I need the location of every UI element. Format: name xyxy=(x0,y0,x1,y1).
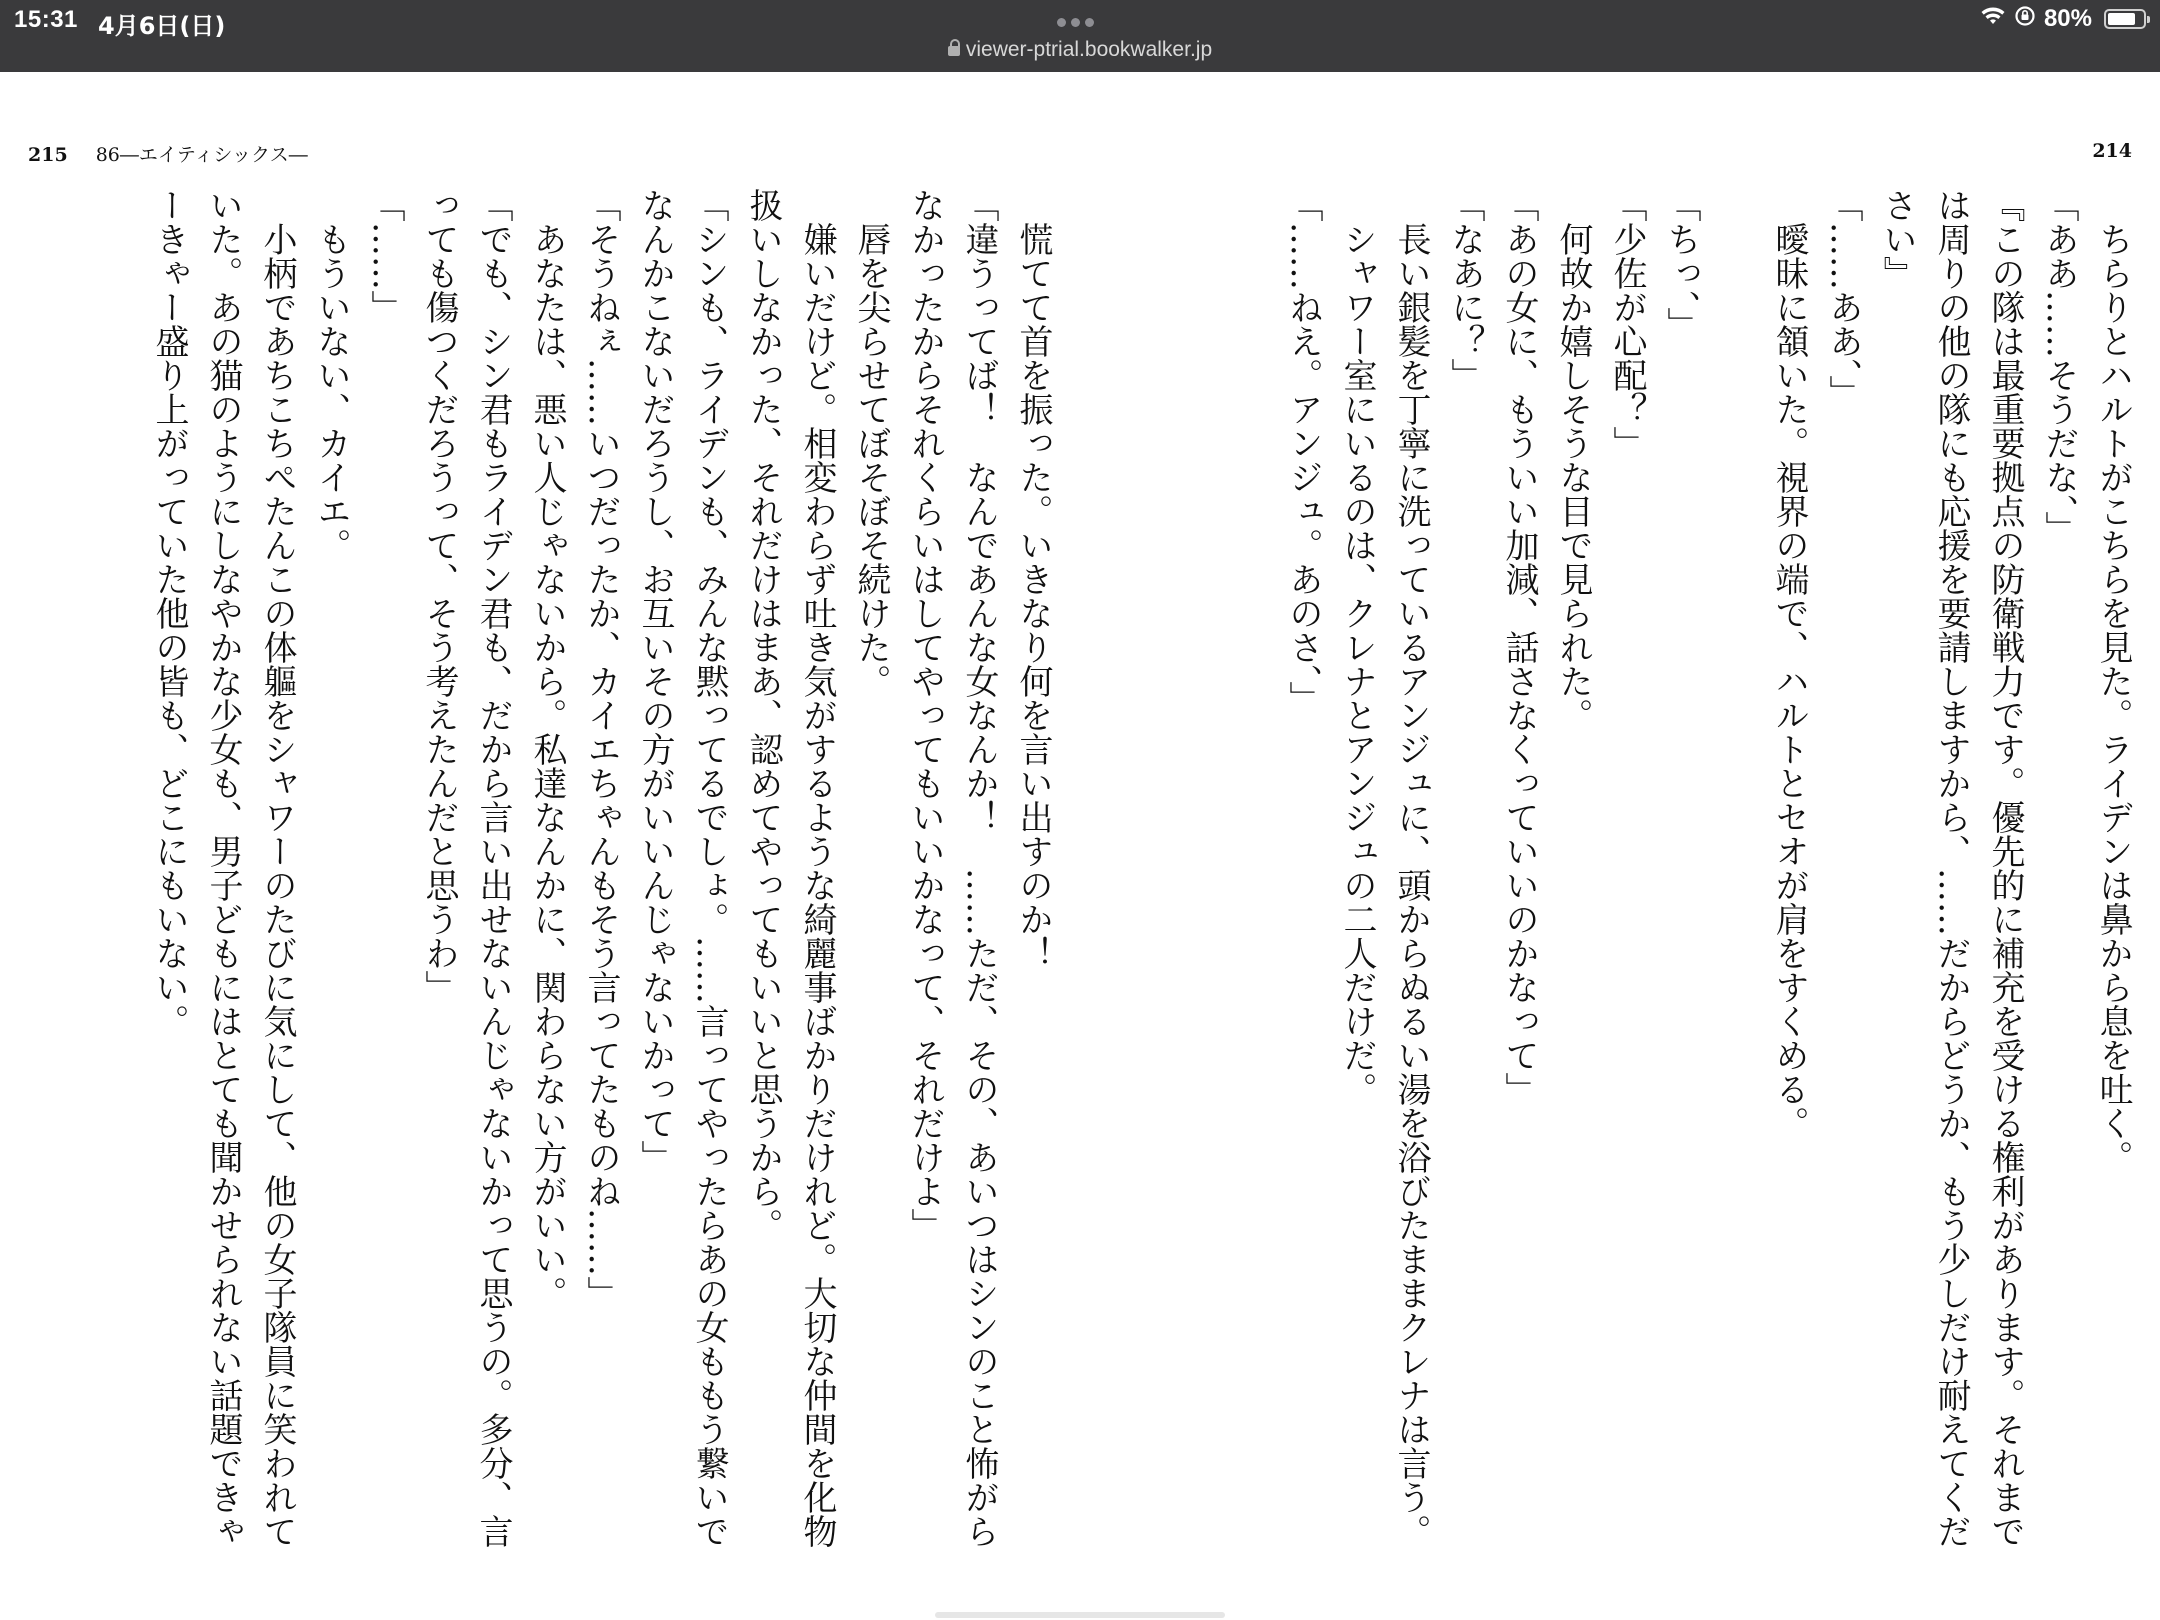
battery-percent: 80% xyxy=(2043,5,2092,32)
narration-line: 嫌いだけど。相変わらず吐き気がするような綺麗事ばかりだけれど。大切な仲間を化物扱いしなかった、それだけはまあ、認めてやってもいいと思うから。 xyxy=(743,188,837,1548)
right-page-number: 214 xyxy=(2092,140,2132,162)
dialogue-line: 「……」 xyxy=(365,188,405,324)
left-page-text xyxy=(60,188,1060,1568)
narration-line: 何故か嬉しそうな目で見られた。 xyxy=(1553,222,1593,732)
blank-line xyxy=(1708,188,1762,1568)
battery-icon xyxy=(2104,9,2146,29)
dialogue-line: 『この隊は最重要拠点の防衛戦力です。優先的に補充を受ける権利があります。それまでは周りの他の隊にも応援を要請しますから、……だからどうか、もう少しだけ耐えてください』 xyxy=(1877,188,2025,1548)
running-title: 86―エイティシックス― xyxy=(95,144,308,166)
narration-line: 長い銀髪を丁寧に洗っているアンジュに、頭からぬるい湯を浴びたままクレナは言う。 xyxy=(1391,222,1431,1548)
narration-line: 唇を尖らせてぼそぼそ続けた。 xyxy=(851,222,891,698)
dialogue-line: 「違うってば！ なんであんな女なんか！ ……ただ、その、あいつはシンのこと怖がらなかったからそれくらいはしてやってもいいかなって、それだけよ」 xyxy=(905,188,999,1548)
dialogue-line: 「あの女に、もういい加減、話さなくっていいのかなって」 xyxy=(1499,188,1539,1106)
multitasking-dots-icon[interactable] xyxy=(1057,14,1103,24)
right-page-header xyxy=(2092,140,2132,162)
narration-line: 慌てて首を振った。いきなり何を言い出すのか！ xyxy=(1013,222,1053,970)
dialogue-line: 「……ねえ。アンジュ。あのさ、」 xyxy=(1283,188,1323,715)
dialogue-line: 「シンも、ライデンも、みんな黙ってるでしょ。……言ってやったらあの女ももう繋いでなんかこないだろうし、お互いその方がいいんじゃないかって」 xyxy=(635,188,729,1548)
narration-line: ちらりとハルトがこちらを見た。ライデンは鼻から息を吐く。 xyxy=(2093,222,2133,1174)
url-text: viewer-ptrial.bookwalker.jp xyxy=(965,38,1213,61)
narration-line: 曖昧に頷いた。視界の端で、ハルトとセオが肩をすくめる。 xyxy=(1769,222,1809,1140)
browser-top-bar xyxy=(0,0,2160,72)
rotation-lock-icon xyxy=(2014,5,2036,34)
dialogue-line: 「ちっ、」 xyxy=(1661,188,1701,341)
status-icons xyxy=(1980,4,2146,34)
narration-line: シャワー室にいるのは、クレナとアンジュの二人だけだ。 xyxy=(1337,222,1377,1106)
status-time: 15:31 xyxy=(14,6,78,33)
left-page-number: 215 xyxy=(28,144,68,166)
dialogue-line: 「そうねぇ……いつだったか、カイエちゃんもそう言ってたものね……」 xyxy=(581,188,621,1310)
dialogue-line: 「……ああ、」 xyxy=(1823,188,1863,409)
right-page-text xyxy=(1140,188,2140,1568)
narration-line: あなたは、悪い人じゃないから。私達なんかに、関わらない方がいい。 xyxy=(527,222,567,1310)
dialogue-line: 「ああ……そうだな、」 xyxy=(2039,188,2079,545)
address-bar[interactable] xyxy=(0,38,2160,62)
battery-level-fill xyxy=(2108,13,2135,25)
left-page-header xyxy=(28,140,308,167)
lock-icon xyxy=(948,46,960,56)
home-indicator[interactable] xyxy=(935,1612,1225,1618)
narration-line: もういない、カイエ。 xyxy=(311,222,351,562)
status-date: 4月6日(日) xyxy=(98,12,226,40)
narration-line: 小柄であちこちぺたんこの体軀をシャワーのたびに気にして、他の女子隊員に笑われていた。あの猫のようにしなやかな少女も、男子どもにはとても聞かせられない話題できゃーきゃー盛り上がっていた他の皆も、どこにもいない。 xyxy=(149,188,297,1548)
dialogue-line: 「でも、シン君もライデン君も、だから言い出せないんじゃないかって思うの。多分、言っても傷つくだろうって、そう考えたんだと思うわ」 xyxy=(419,188,513,1548)
dialogue-line: 「少佐が心配？」 xyxy=(1607,188,1647,460)
wifi-icon xyxy=(1980,5,2006,33)
dialogue-line: 「なあに？」 xyxy=(1445,188,1485,392)
